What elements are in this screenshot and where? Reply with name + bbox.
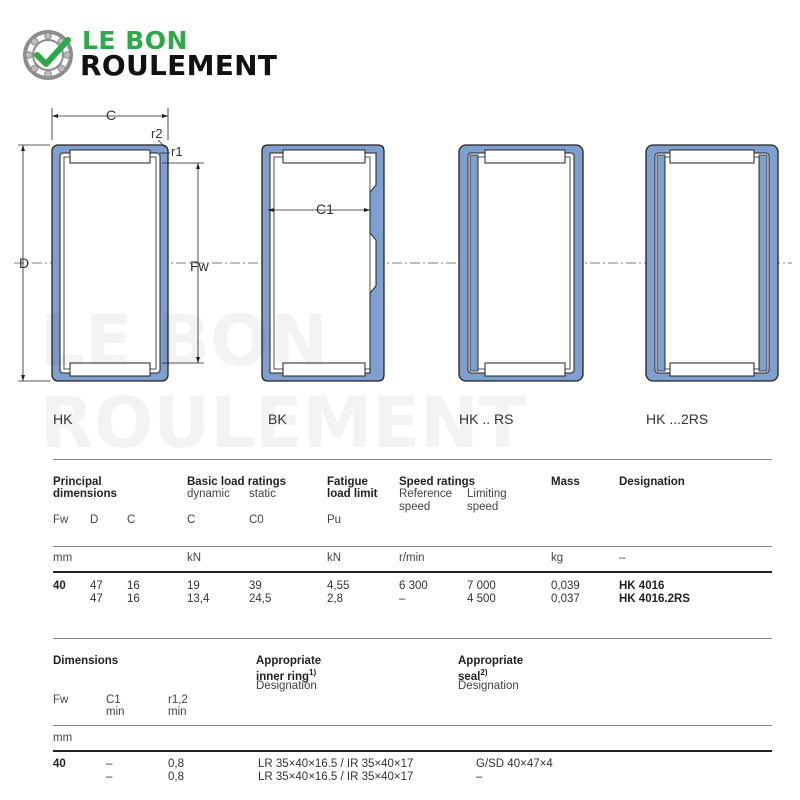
symbol-r12: r1,2 xyxy=(168,694,188,706)
unit-kg: kg xyxy=(551,552,564,564)
label-fw: Fw xyxy=(190,258,209,274)
symbol-c0: C0 xyxy=(249,514,264,526)
table1-top-rule xyxy=(53,459,772,460)
cell-static: 39 xyxy=(249,580,262,592)
header-basic: Basic load ratings xyxy=(187,476,287,488)
cell-mass: 0,039 xyxy=(551,580,580,592)
group-fw-40-2: 40 xyxy=(53,758,66,770)
header-dimensions: Dimensions xyxy=(53,655,119,667)
symbol-pu: Pu xyxy=(327,514,342,526)
cell-dynamic: 19 xyxy=(187,580,200,592)
label-r1: r1 xyxy=(171,144,183,159)
cell-designation: HK 4016 xyxy=(619,580,665,592)
unit-rpm: r/min xyxy=(399,552,425,564)
brand-line-2: ROULEMENT xyxy=(80,49,278,82)
cell-limiting: 4 500 xyxy=(467,593,496,605)
symbol-d: D xyxy=(90,514,99,526)
cell-c1: – xyxy=(106,771,113,783)
caption-hk-2rs: HK ...2RS xyxy=(646,411,709,427)
header-speed: Speed ratings xyxy=(399,476,476,488)
symbol-c: C xyxy=(127,514,136,526)
cell-dynamic: 13,4 xyxy=(187,593,210,605)
cell-seal: – xyxy=(476,771,483,783)
cell-c1: – xyxy=(106,758,113,770)
label-d: D xyxy=(19,255,30,271)
cell-inner-ring: LR 35×40×16.5 / IR 35×40×17 xyxy=(258,758,414,770)
symbol-c-dynamic: C xyxy=(187,514,196,526)
table1-header-rule xyxy=(53,571,772,573)
table2-top-rule xyxy=(53,638,772,639)
caption-hk: HK xyxy=(53,411,73,427)
header-inner-ring-designation: Designation xyxy=(256,680,317,692)
header-reference-2: speed xyxy=(399,501,431,513)
brand-line-1: LE BON xyxy=(82,26,188,55)
header-inner-ring: Appropriate xyxy=(256,655,322,667)
header-seal-2: seal$^{2)}$ xyxy=(458,668,488,683)
table2-unit-rule xyxy=(53,725,772,726)
cell-limiting: 7 000 xyxy=(467,580,496,592)
unit-mm: mm xyxy=(53,552,73,564)
header-seal-designation: Designation xyxy=(458,680,519,692)
cell-fatigue: 4,55 xyxy=(327,580,350,592)
watermark xyxy=(40,300,800,464)
cell-static: 24,5 xyxy=(249,593,272,605)
symbol-c1-min: min xyxy=(106,706,125,718)
unit-dash: – xyxy=(619,552,626,564)
symbol-fw-2: Fw xyxy=(53,694,69,706)
header-reference: Reference xyxy=(399,488,453,500)
header-fatigue-2: load limit xyxy=(327,488,378,500)
cell-mass: 0,037 xyxy=(551,593,580,605)
cell-c: 16 xyxy=(127,593,140,605)
group-fw-40: 40 xyxy=(53,580,66,592)
header-limiting: Limiting xyxy=(467,488,507,500)
label-c: C xyxy=(106,107,117,123)
header-fatigue: Fatigue xyxy=(327,476,368,488)
header-principal-2: dimensions xyxy=(53,488,117,500)
cell-d: 47 xyxy=(90,580,103,592)
cell-reference: 6 300 xyxy=(399,580,428,592)
header-mass: Mass xyxy=(551,476,580,488)
unit-mm-2: mm xyxy=(53,732,73,744)
caption-hk-rs: HK .. RS xyxy=(459,411,514,427)
symbol-fw: Fw xyxy=(53,514,69,526)
header-principal: Principal xyxy=(53,476,102,488)
header-static: static xyxy=(249,488,276,500)
unit-kn-fatigue: kN xyxy=(327,552,342,564)
header-dynamic: dynamic xyxy=(187,488,230,500)
cell-inner-ring: LR 35×40×16.5 / IR 35×40×17 xyxy=(258,771,414,783)
table2-header-rule xyxy=(53,750,772,752)
cell-r12: 0,8 xyxy=(168,758,184,770)
cell-d: 47 xyxy=(90,593,103,605)
symbol-c1: C1 xyxy=(106,694,121,706)
header-seal: Appropriate xyxy=(458,655,524,667)
caption-bk: BK xyxy=(268,411,287,427)
symbol-r12-min: min xyxy=(168,706,187,718)
header-limiting-2: speed xyxy=(467,501,499,513)
header-designation: Designation xyxy=(619,476,685,488)
header-inner-ring-2: inner ring$^{1)}$ xyxy=(256,668,317,683)
cell-seal: G/SD 40×47×4 xyxy=(476,758,553,770)
unit-kn: kN xyxy=(187,552,202,564)
cell-reference: – xyxy=(399,593,406,605)
label-c1: C1 xyxy=(316,201,334,217)
cell-fatigue: 2,8 xyxy=(327,593,343,605)
cell-c: 16 xyxy=(127,580,140,592)
table1-unit-rule xyxy=(53,546,772,547)
cell-designation: HK 4016.2RS xyxy=(619,593,690,605)
label-r2: r2 xyxy=(151,126,163,141)
cell-r12: 0,8 xyxy=(168,771,184,783)
